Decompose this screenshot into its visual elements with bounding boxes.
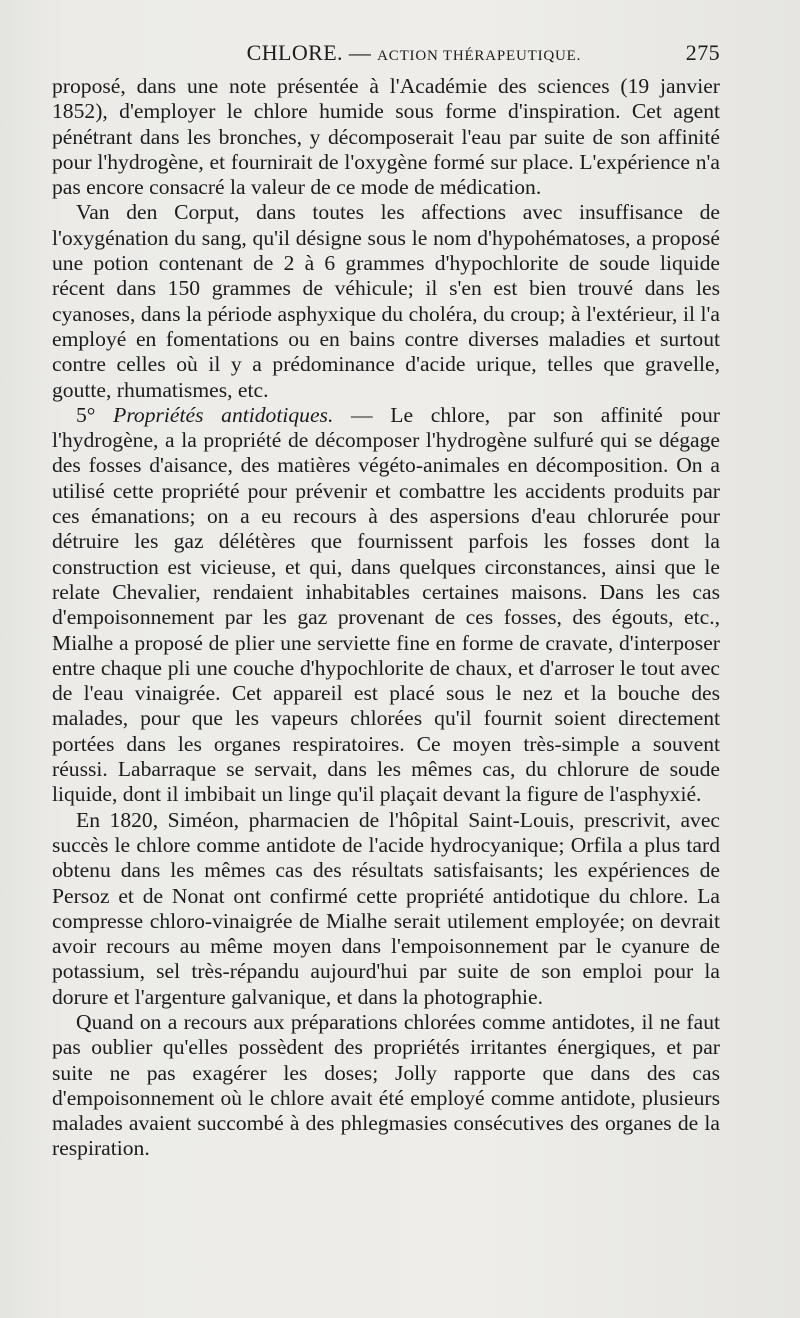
running-title-main: CHLORE. — xyxy=(246,40,378,65)
body-text xyxy=(52,74,720,1162)
running-header xyxy=(52,40,720,70)
section-number: 5° xyxy=(76,402,114,427)
paragraph-antidotiques xyxy=(52,403,720,808)
paragraph-van-den-corput: Van den Corput, dans toutes les affections avec insuffisance de l'oxygénation du sang, qu'il désigne sous le nom d'hypohématoses, a proposé une potion contenant de 2 à 6 grammes d'hypochlorite de soude liquide récent dans 150 grammes de véhicule; il s'en est bien trouvé dans les cyanoses, dans la période asphyxique du choléra, du croup; à l'extérieur, il l'a employé en fomentations ou en bains contre diverses maladies et surtout contre celles où il y a prédominance d'acide urique, telles que gravelle, goutte, rhumatismes, etc. xyxy=(52,200,720,402)
paragraph-antidotes-caution: Quand on a recours aux préparations chlorées comme antidotes, il ne faut pas oublier qu'elles possèdent des propriétés irritantes énergiques, et par suite ne pas exagérer les doses; Jolly rapporte que dans des cas d'empoisonnement où le chlore avait été employé comme antidote, plusieurs malades avaient succombé à des phlegmasies consécutives des organes de la respiration. xyxy=(52,1009,720,1161)
page-number: 275 xyxy=(685,40,720,65)
section-text: — Le chlore, par son affinité pour l'hydrogène, a la propriété de décomposer l'hydrogène sulfuré qui se dégage des fosses d'aisance, des matières végéto-animales en décomposition. On a utilisé cette propriété pour prévenir et combattre les accidents produits par ces émanations; on a eu recours à des aspersions d'eau chlorurée pour détruire les gaz délétères que fournissent parfois les fosses dont la construction est vicieuse, et qui, dans quelques circonstances, ainsi que le relate Chevalier, rendaient inhabitables certaines maisons. Dans les cas d'empoisonnement par les gaz provenant de ces fosses, des égouts, etc., Mialhe a proposé de plier une serviette fine en forme de cravate, d'interposer entre chaque pli une couche d'hypochlorite de chaux, et d'arroser le tout avec de l'eau vinaigrée. Cet appareil est placé sous le nez et la bouche des malades, pour que les vapeurs chlorées qu'il fournit soient directement portées dans les organes respiratoires. Ce moyen très-simple a souvent réussi. Labarraque se servait, dans les mêmes cas, du chlorure de soude liquide, dont il imbibait un linge qu'il plaçait devant la figure de l'asphyxié. xyxy=(52,402,720,807)
paragraph-simeon: En 1820, Siméon, pharmacien de l'hôpital Saint-Louis, prescrivit, avec succès le chlore comme antidote de l'acide hydrocyanique; Orfila a plus tard obtenu dans les mêmes cas des résultats satisfaisants; les expériences de Persoz et de Nonat ont confirmé cette propriété antidotique du chlore. La compresse chloro-vinaigrée de Mialhe serait utilement employée; on devrait avoir recours au même moyen dans l'empoisonnement par le cyanure de potassium, sel très-répandu aujourd'hui par suite de son emploi pour la dorure et l'argenture galvanique, et dans la photographie. xyxy=(52,807,720,1009)
running-title-section: ACTION THÉRAPEUTIQUE. xyxy=(377,48,582,64)
section-heading: Propriétés antidotiques. xyxy=(113,402,334,427)
paragraph-continued: proposé, dans une note présentée à l'Académie des sciences (19 janvier 1852), d'employer le chlore humide sous forme d'inspiration. Cet agent pénétrant dans les bronches, y décomposerait l'eau par suite de son affinité pour l'hydrogène, et fournirait de l'oxygène formé sur place. L'expérience n'a pas encore consacré la valeur de ce mode de médication. xyxy=(52,74,720,200)
running-title xyxy=(52,40,686,66)
